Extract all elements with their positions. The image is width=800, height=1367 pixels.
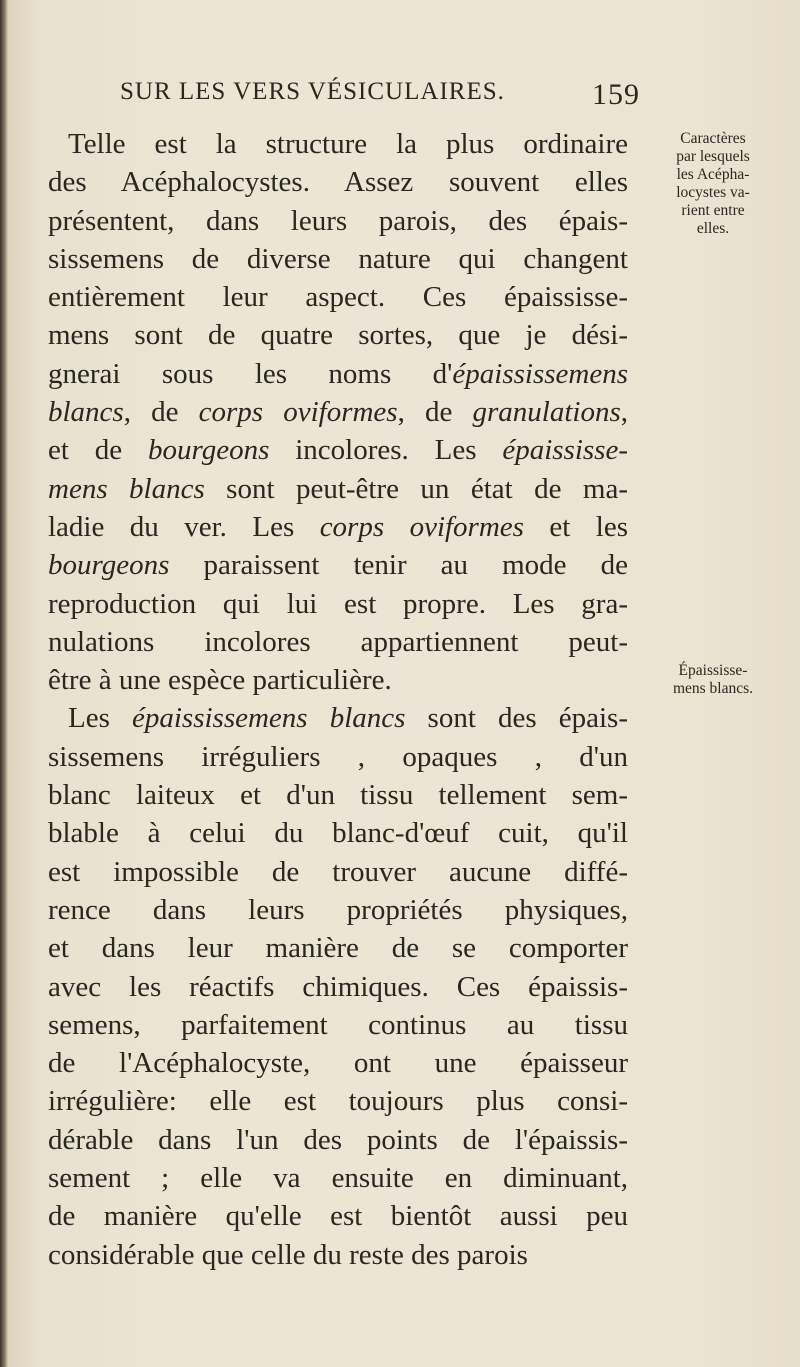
text-line: ladie du ver. Les corps oviformes et les xyxy=(48,510,628,543)
text-line: blable à celui du blanc-d'œuf cuit, qu'il xyxy=(48,817,628,850)
margin-note-line: mens blancs. xyxy=(672,680,754,697)
page-number: 159 xyxy=(592,78,640,111)
text-line: dérable dans l'un des points de l'épaissis- xyxy=(48,1123,628,1156)
running-head-title: SUR LES VERS VÉSICULAIRES. xyxy=(120,78,505,105)
margin-note-white-thickenings xyxy=(638,662,788,698)
text-line: gnerai sous les noms d'épaississemens xyxy=(48,357,628,390)
text-line: blanc laiteux et d'un tissu tellement sem- xyxy=(48,779,628,812)
text-line: de l'Acéphalocyste, ont une épaisseur xyxy=(48,1047,628,1080)
text-line: irrégulière: elle est toujours plus consi- xyxy=(48,1085,628,1118)
margin-note-line: elles. xyxy=(696,220,730,237)
text-line: mens sont de quatre sortes, que je dési- xyxy=(48,319,628,352)
text-line: entièrement leur aspect. Ces épaississe- xyxy=(48,281,628,314)
text-line: est impossible de trouver aucune diffé- xyxy=(48,855,628,888)
text-line: des Acéphalocystes. Assez souvent elles xyxy=(48,166,628,199)
text-line: nulations incolores appartiennent peut- xyxy=(48,625,628,658)
margin-note-line: les Acépha- xyxy=(676,166,750,183)
text-line: sissemens irréguliers , opaques , d'un xyxy=(48,740,628,773)
margin-note-line: par lesquels xyxy=(676,148,750,165)
text-line: blancs, de corps oviformes, de granulations, xyxy=(48,396,628,429)
text-line: reproduction qui lui est propre. Les gra- xyxy=(48,587,628,620)
body-text xyxy=(48,125,628,1274)
text-line: considérable que celle du reste des parois xyxy=(48,1238,528,1271)
text-line: bourgeons paraissent tenir au mode de xyxy=(48,549,628,582)
text-line: avec les réactifs chimiques. Ces épaissis- xyxy=(48,970,628,1003)
page-spine-shadow xyxy=(0,0,8,1367)
text-line: et de bourgeons incolores. Les épaississe- xyxy=(48,434,628,467)
margin-note-characteristics xyxy=(638,130,788,238)
text-line: mens blancs sont peut-être un état de ma- xyxy=(48,472,628,505)
text-line: sement ; elle va ensuite en diminuant, xyxy=(48,1162,628,1195)
margin-note-line: Caractères xyxy=(680,130,746,147)
text-line: et dans leur manière de se comporter xyxy=(48,932,628,965)
margin-note-line: rient entre xyxy=(681,202,745,219)
text-line: Les épaississemens blancs sont des épais- xyxy=(68,702,628,735)
text-line: semens, parfaitement continus au tissu xyxy=(48,1008,628,1041)
text-line: présentent, dans leurs parois, des épais- xyxy=(48,204,628,237)
text-line: de manière qu'elle est bientôt aussi peu xyxy=(48,1200,628,1233)
text-line: rence dans leurs propriétés physiques, xyxy=(48,893,628,926)
text-line: sissemens de diverse nature qui changent xyxy=(48,242,628,275)
margin-note-line: locystes va- xyxy=(676,184,750,201)
text-line: Telle est la structure la plus ordinaire xyxy=(68,128,628,160)
margin-note-line: Épaississe- xyxy=(678,662,748,679)
text-line: être à une espèce particulière. xyxy=(48,664,392,697)
running-head xyxy=(120,78,640,111)
